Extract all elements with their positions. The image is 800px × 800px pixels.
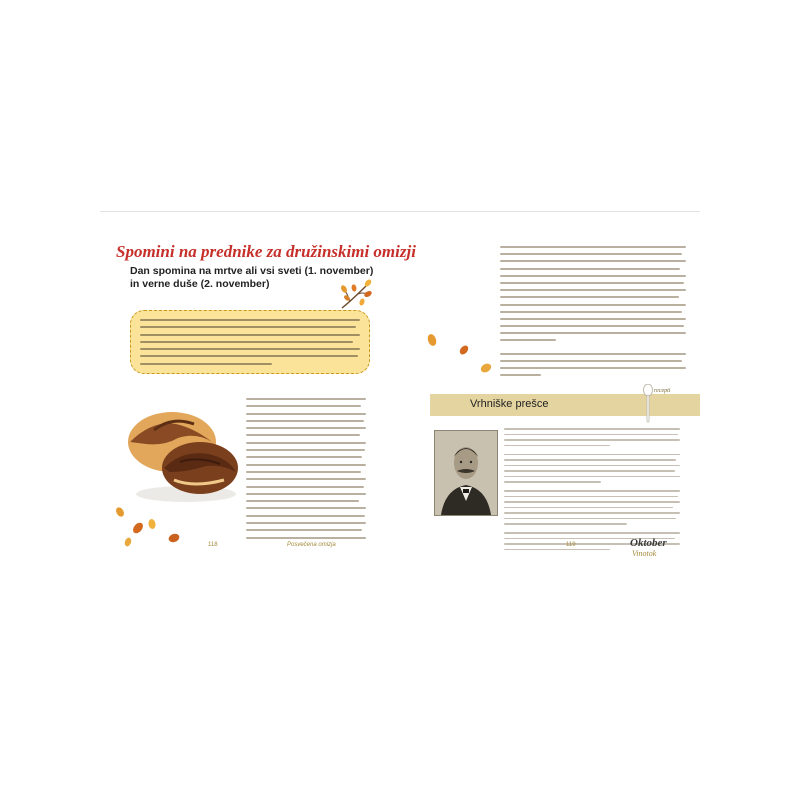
right-page [412, 212, 700, 564]
spoon-icon [641, 384, 655, 424]
autumn-leaves-icon [108, 502, 198, 552]
recipe-title: Vrhniške prešce [470, 398, 549, 410]
recipe-header-band [430, 394, 700, 416]
page-subtitle [130, 265, 374, 291]
autumn-branch-icon [338, 278, 372, 312]
bread-photo [124, 402, 242, 506]
page-title: Spomini na prednike za družinskimi omizji [116, 242, 416, 261]
autumn-leaves-icon [420, 332, 500, 382]
recipe-tag: recepti [654, 388, 671, 394]
callout-box [130, 310, 370, 374]
running-head-left: Posvečena omizja [287, 542, 336, 548]
portrait-photo [434, 430, 498, 516]
month-subtitle: Vinotok [632, 549, 657, 558]
callout-text [140, 319, 360, 370]
left-page [100, 212, 416, 564]
month-title: Oktober [630, 537, 667, 549]
book-spread [100, 212, 700, 564]
subtitle-line-2: in verne duše (2. november) [130, 278, 270, 290]
subtitle-line-1: Dan spomina na mrtve ali vsi sveti (1. november) [130, 265, 374, 277]
page-number-right: 119 [566, 542, 576, 548]
page-number-left: 118 [208, 542, 218, 548]
